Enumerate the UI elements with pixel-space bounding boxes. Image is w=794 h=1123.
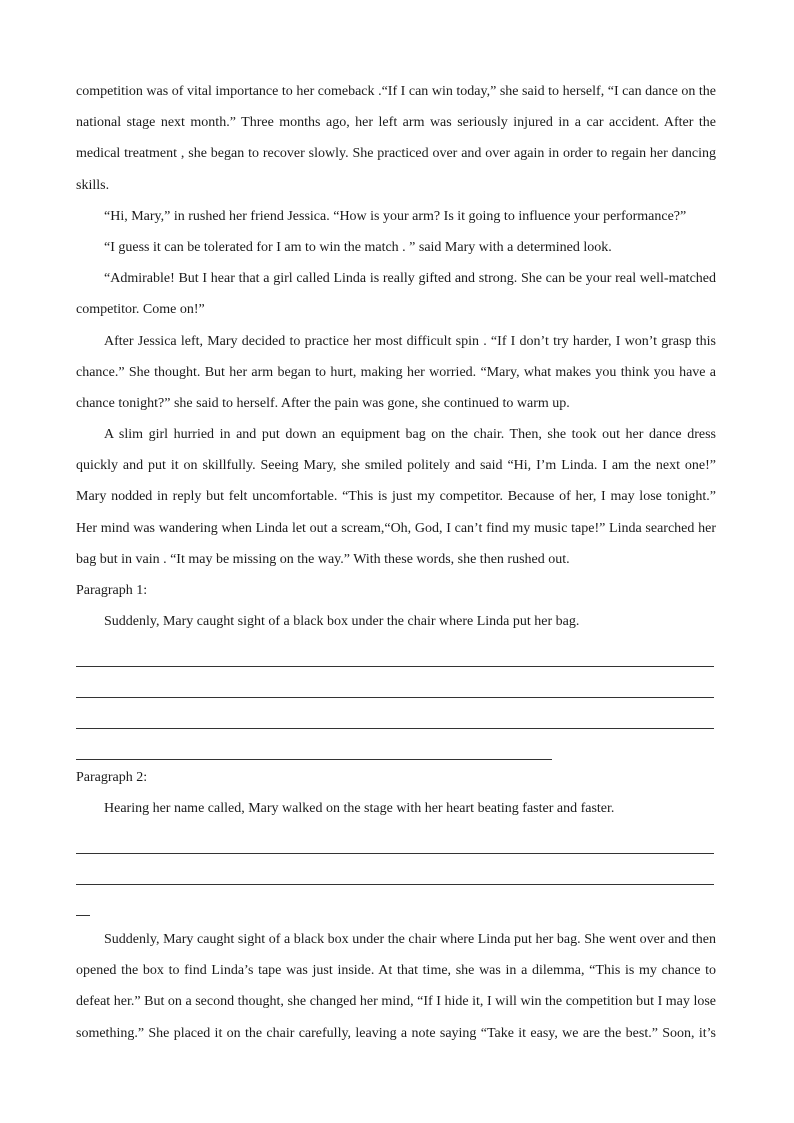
story-line: “Hi, Mary,” in rushed her friend Jessica. “How is your arm? Is it going to influence your performance?” (104, 208, 687, 224)
story-line: skills. (76, 177, 110, 193)
answer-line: opened the box to find Linda’s tape was just inside. At that time, she was in a dilemma, “This is my chance to (76, 963, 716, 979)
paragraph-1-opening: Suddenly, Mary caught sight of a black box under the chair where Linda put her bag. (104, 614, 580, 630)
story-line: chance tonight?” she said to herself. After the pain was gone, she continued to warm up. (76, 395, 570, 411)
writing-line[interactable] (76, 825, 716, 856)
story-line: quickly and put it on skillfully. Seeing Mary, she smiled politely and said “Hi, I’m Linda. I am the next one!” (76, 458, 716, 474)
writing-line[interactable] (76, 669, 716, 700)
story-line: Her mind was wandering when Linda let out a scream,“Oh, God, I can’t find my music tape!” Linda searched her (76, 520, 716, 536)
story-line: competitor. Come on!” (76, 302, 205, 318)
document-page (76, 76, 716, 1049)
story-line: national stage next month.” Three months ago, her left arm was seriously injured in a car accident. After the (76, 115, 716, 131)
story-line: Mary nodded in reply but felt uncomfortable. “This is just my competitor. Because of her, I may lose tonight.” (76, 489, 716, 505)
writing-line[interactable] (76, 731, 716, 762)
paragraph-2-label: Paragraph 2: (76, 770, 148, 786)
story-line: medical treatment , she began to recover slowly. She practiced over and over again in order to regain her dancing (76, 146, 716, 162)
paragraph-2-opening: Hearing her name called, Mary walked on the stage with her heart beating faster and faster. (104, 801, 615, 817)
answer-line: defeat her.” But on a second thought, she changed her mind, “If I hide it, I will win the competition but I may lose (76, 994, 716, 1010)
writing-line[interactable] (76, 887, 716, 918)
paragraph-1-label: Paragraph 1: (76, 583, 148, 598)
story-line: “I guess it can be tolerated for I am to win the match . ” said Mary with a determined look. (104, 239, 612, 255)
story-line: bag but in vain . “It may be missing on the way.” With these words, she then rushed out. (76, 551, 570, 567)
story-line: “Admirable! But I hear that a girl called Linda is really gifted and strong. She can be your real well-matched (104, 271, 716, 287)
story-line: competition was of vital importance to her comeback .“If I can win today,” she said to herself, “I can dance on the (76, 84, 716, 99)
writing-line[interactable] (76, 856, 716, 887)
writing-line[interactable] (76, 637, 716, 668)
story-line: chance.” She thought. But her arm began to hurt, making her worried. “Mary, what makes you think you have a (76, 364, 716, 380)
writing-line[interactable] (76, 700, 716, 731)
answer-line: something.” She placed it on the chair carefully, leaving a note saying “Take it easy, we are the best.” Soon, it’s (76, 1025, 716, 1041)
answer-line: Suddenly, Mary caught sight of a black box under the chair where Linda put her bag. She went over and then (104, 932, 716, 948)
story-line: After Jessica left, Mary decided to practice her most difficult spin . “If I don’t try harder, I won’t grasp this (104, 333, 716, 349)
story-line: A slim girl hurried in and put down an equipment bag on the chair. Then, she took out her dance dress (104, 427, 716, 443)
